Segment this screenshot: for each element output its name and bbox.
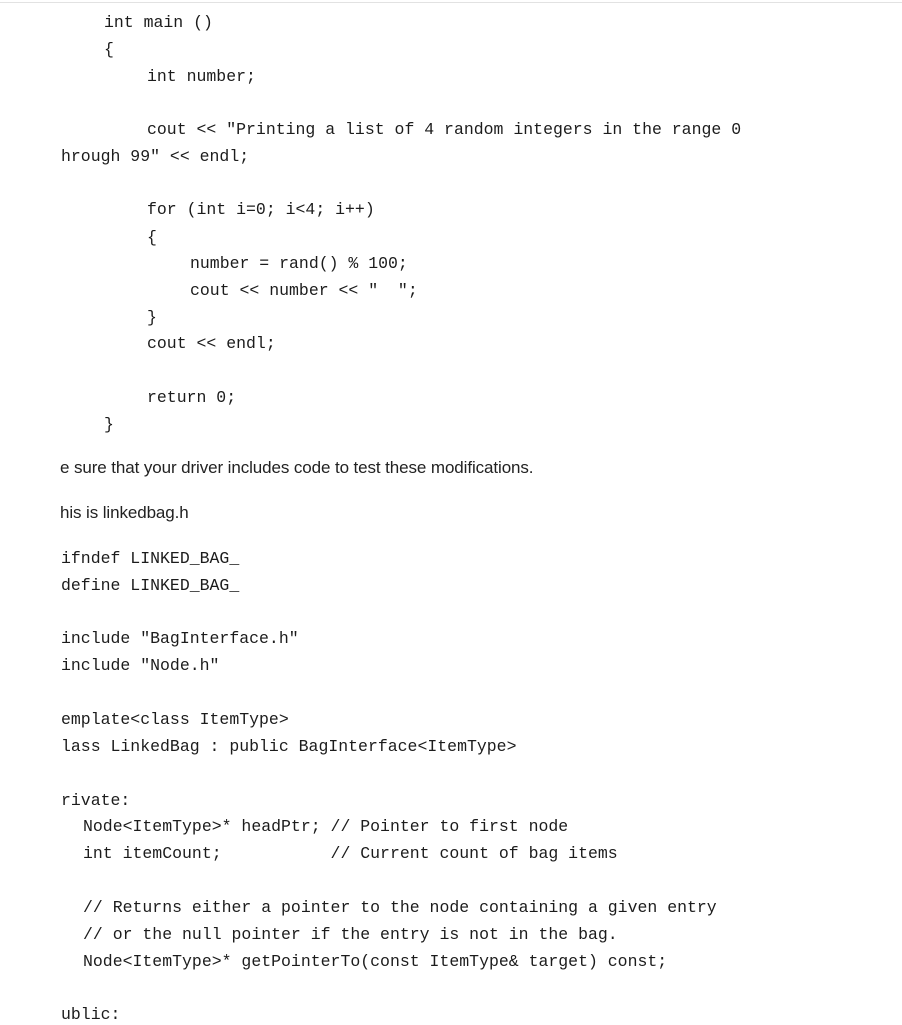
- code-line: return 0;: [147, 388, 237, 407]
- code-line: include "BagInterface.h": [61, 629, 299, 648]
- code-line: {: [147, 228, 157, 247]
- code-line: int itemCount; // Current count of bag items: [83, 844, 618, 863]
- code-line: // Returns either a pointer to the node containing a given entry: [83, 898, 717, 917]
- code-line: Node<ItemType>* headPtr; // Pointer to first node: [83, 817, 569, 836]
- code-line: hrough 99" << endl;: [61, 147, 250, 166]
- code-line: include "Node.h": [61, 656, 220, 675]
- code-line: emplate<class ItemType>: [61, 710, 289, 729]
- code-line: number = rand() % 100;: [190, 254, 408, 273]
- code-line: define LINKED_BAG_: [61, 576, 240, 595]
- code-line: cout << endl;: [147, 334, 276, 353]
- test-note-text: e sure that your driver includes code to test these modifications.: [60, 458, 534, 477]
- code-line: rivate:: [61, 791, 131, 810]
- code-line: // or the null pointer if the entry is not in the bag.: [83, 925, 618, 944]
- code-line: }: [104, 415, 114, 434]
- code-line: ifndef LINKED_BAG_: [61, 549, 240, 568]
- code-line: }: [147, 308, 157, 327]
- code-line: lass LinkedBag : public BagInterface<ItemType>: [61, 737, 517, 756]
- code-line: for (int i=0; i<4; i++): [147, 200, 375, 219]
- code-line: cout << number << " ";: [190, 281, 418, 300]
- top-divider: [0, 2, 902, 3]
- code-line: ublic:: [61, 1005, 121, 1024]
- header-note-text: his is linkedbag.h: [60, 503, 189, 522]
- code-line: int number;: [147, 67, 256, 86]
- code-line: {: [104, 40, 114, 59]
- code-line: int main (): [104, 13, 213, 32]
- code-line: cout << "Printing a list of 4 random integers in the range 0: [147, 120, 742, 139]
- code-line: Node<ItemType>* getPointerTo(const ItemType& target) const;: [83, 952, 668, 971]
